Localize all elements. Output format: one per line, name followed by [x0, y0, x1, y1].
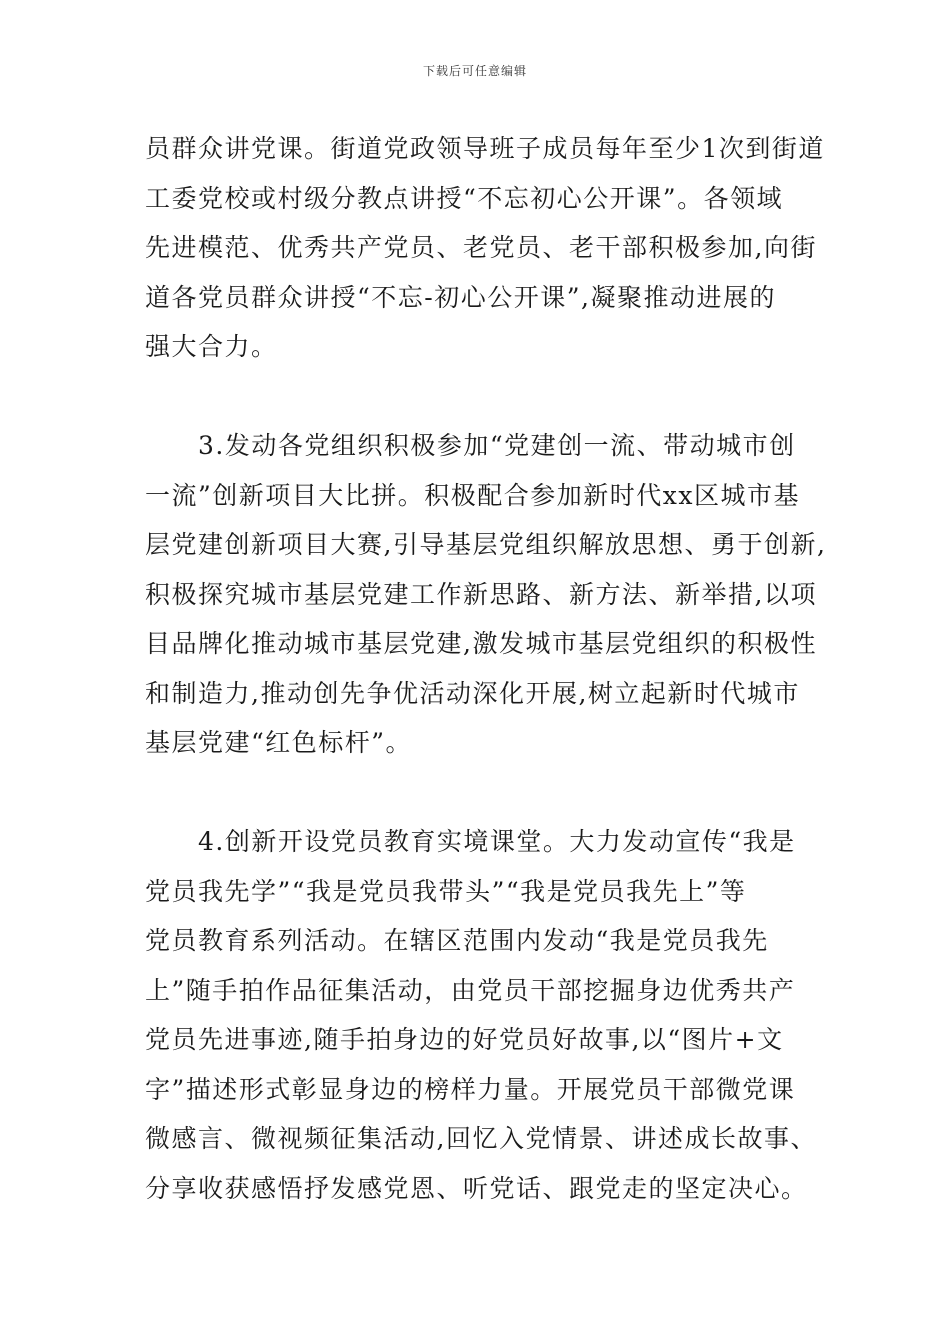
text-line: 4.创新开设党员教育实境课堂。大力发动宣传“我是 — [145, 827, 796, 856]
text-line: 先进模范、优秀共产党员、老党员、老干部积极参加,向街 — [145, 233, 817, 262]
text-line: 党员我先学”“我是党员我带头”“我是党员我先上”等 — [145, 876, 747, 906]
text-line: 和制造力,推动创先争优活动深化开展,树立起新时代城市 — [145, 678, 800, 708]
text-line: 目品牌化推动城市基层党建,激发城市基层党组织的积极性 — [145, 629, 817, 658]
text-line: 微感言、微视频征集活动,回忆入党情景、讲述成长故事、 — [145, 1124, 817, 1153]
paragraph-spacer — [145, 372, 810, 422]
text-line: 分享收获感悟抒发感党恩、听党话、跟党走的坚定决心。 — [145, 1173, 808, 1203]
text-line: 道各党员群众讲授“不忘-初心公开课”,凝聚推动进展的 — [145, 282, 776, 312]
text-line: 字”描述形式彰显身边的榜样力量。开展党员干部微党课 — [145, 1074, 796, 1104]
text-line: 强大合力。 — [145, 332, 278, 361]
paragraph-1 — [145, 124, 825, 372]
text-line: 一流”创新项目大比拼。积极配合参加新时代xx区城市基 — [145, 480, 800, 510]
text-line: 党员先进事迹,随手拍身边的好党员好故事,以“图片+文 — [145, 1025, 784, 1054]
text-line: 上”随手拍作品征集活动，由党员干部挖掘身边优秀共产 — [145, 975, 796, 1005]
paragraph-spacer — [145, 768, 810, 818]
text-line: 层党建创新项目大赛,引导基层党组织解放思想、勇于创新, — [145, 530, 827, 559]
text-line: 基层党建“红色标杆”。 — [145, 728, 413, 757]
text-line: 员群众讲党课。街道党政领导班子成员每年至少1次到街道 — [145, 134, 825, 163]
page-header: 下载后可任意编辑 — [422, 64, 527, 78]
paragraph-2 — [145, 421, 827, 768]
text-line: 3.发动各党组织积极参加“党建创一流、带动城市创 — [145, 431, 796, 460]
text-line: 党员教育系列活动。在辖区范围内发动“我是党员我先 — [145, 926, 769, 955]
text-line: 积极探究城市基层党建工作新思路、新方法、新举措,以项 — [145, 579, 817, 609]
paragraph-3 — [145, 817, 817, 1213]
text-line: 工委党校或村级分教点讲授“不忘初心公开课”。各领域 — [145, 183, 784, 213]
document-body — [145, 124, 827, 1213]
